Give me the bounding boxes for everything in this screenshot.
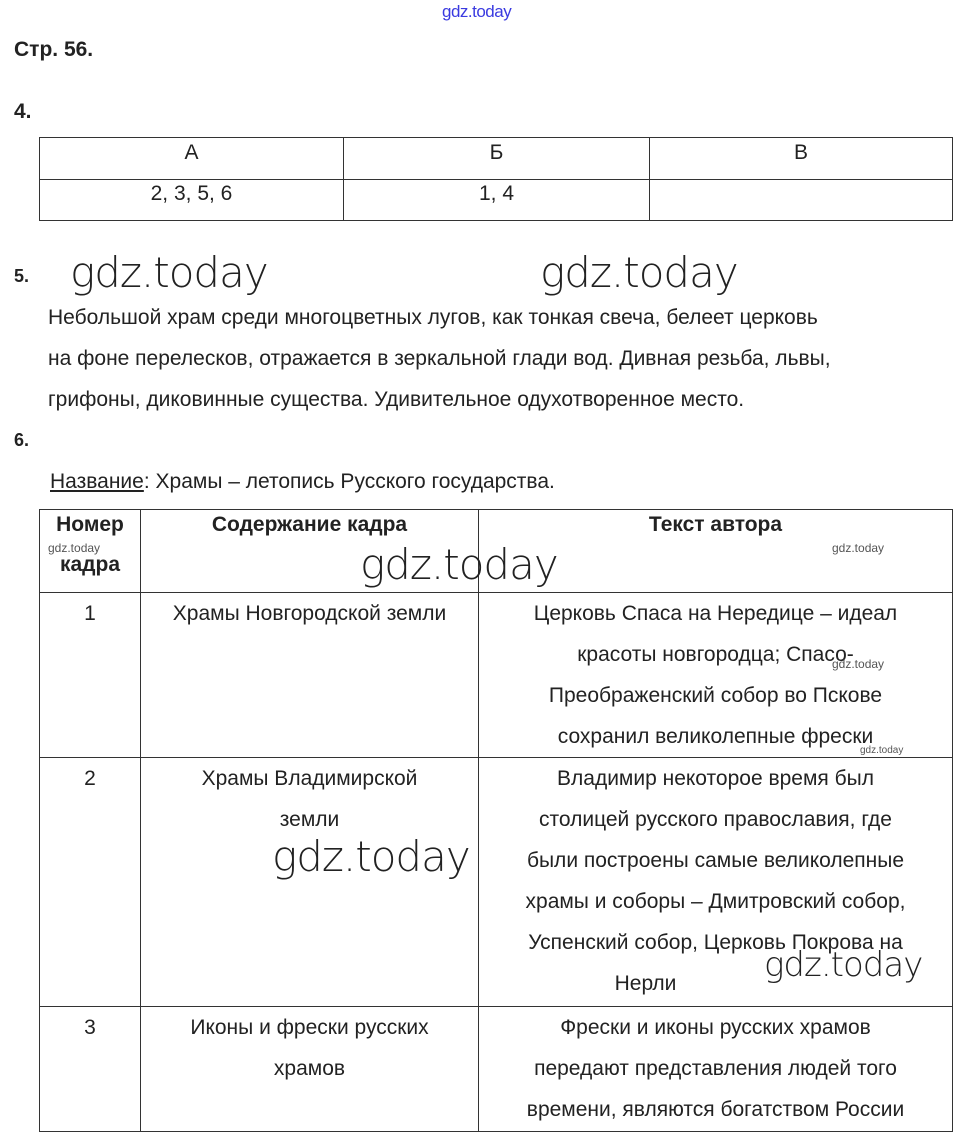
text-line: красоты новгородца; Спасо-: [577, 643, 854, 666]
text-line: передают представления людей того: [534, 1057, 897, 1080]
task-6-number: 6.: [14, 430, 30, 450]
task-6-title: [50, 470, 555, 494]
task-5-line: грифоны, диковинные существа. Удивительное одухотворенное место.: [48, 388, 745, 411]
value-b: 1, 4: [344, 180, 650, 221]
watermark-logo: gdz.today: [832, 657, 885, 671]
row-number: 2: [40, 758, 141, 1007]
content-line: Иконы и фрески русских: [190, 1016, 429, 1039]
task-4-table: [39, 137, 953, 221]
text-line: времени, являются богатством России: [526, 1098, 905, 1121]
text-line: Нерли: [614, 972, 677, 995]
watermark-logo: gdz.today: [832, 541, 885, 555]
text-line: Преображенский собор во Пскове: [548, 684, 883, 707]
text-line: столицей русского православия, где: [539, 808, 892, 831]
row-content: [141, 758, 479, 1007]
watermark-logo: gdz.today: [70, 248, 268, 297]
title-label: Название: [50, 470, 144, 493]
text-line: Фрески и иконы русских храмов: [560, 1016, 871, 1039]
text-line: Успенский собор, Церковь Покрова на: [528, 931, 903, 954]
header-v: В: [650, 138, 953, 180]
header-text: кадра: [59, 553, 121, 576]
title-text: : Храмы – летопись Русского государства.: [143, 470, 555, 493]
content-line: Храмы Владимирской: [201, 767, 418, 790]
content-line: земли: [279, 808, 340, 831]
header-b: Б: [344, 138, 650, 180]
task-4-number: 4.: [14, 100, 32, 123]
watermark-logo: gdz.today: [272, 832, 470, 881]
task-5-line: Небольшой храм среди многоцветных лугов, как тонкая свеча, белеет церковь: [48, 306, 818, 329]
task-5-line: на фоне перелесков, отражается в зеркальной глади вод. Дивная резьба, львы,: [48, 347, 831, 370]
text-line: Церковь Спаса на Нередице – идеал: [533, 602, 898, 625]
watermark-logo: gdz.today: [860, 745, 904, 756]
watermark-logo: gdz.today: [48, 541, 101, 555]
watermark-logo: gdz.today: [540, 248, 738, 297]
content-line: храмов: [273, 1057, 346, 1080]
row-number: 3: [40, 1007, 141, 1132]
text-line: сохранил великолепные фрески: [557, 725, 874, 748]
watermark-logo: gdz.today: [360, 540, 558, 589]
table-row: [40, 593, 953, 758]
row-author-text: [479, 1007, 953, 1132]
content-line: Храмы Новгородской земли: [172, 602, 447, 625]
task-6-table: [39, 509, 953, 1132]
text-line: были построены самые великолепные: [526, 849, 905, 872]
header-text: Номер: [56, 513, 124, 536]
row-number: 1: [40, 593, 141, 758]
text-line: храмы и соборы – Дмитровский собор,: [525, 890, 906, 913]
row-content: [141, 593, 479, 758]
page-label: Стр. 56.: [14, 38, 94, 61]
table-row: [40, 1007, 953, 1132]
task-5-number: 5.: [14, 266, 30, 286]
text-line: Владимир некоторое время был: [557, 767, 874, 790]
watermark-top: gdz.today: [442, 2, 512, 21]
value-v: [650, 180, 953, 221]
value-a: 2, 3, 5, 6: [40, 180, 344, 221]
header-a: А: [40, 138, 344, 180]
row-author-text: [479, 593, 953, 758]
row-content: [141, 1007, 479, 1132]
header-content: Содержание кадра: [141, 510, 479, 593]
watermark-logo: gdz.today: [764, 945, 923, 985]
header-author-text: Текст автора: [479, 510, 953, 593]
